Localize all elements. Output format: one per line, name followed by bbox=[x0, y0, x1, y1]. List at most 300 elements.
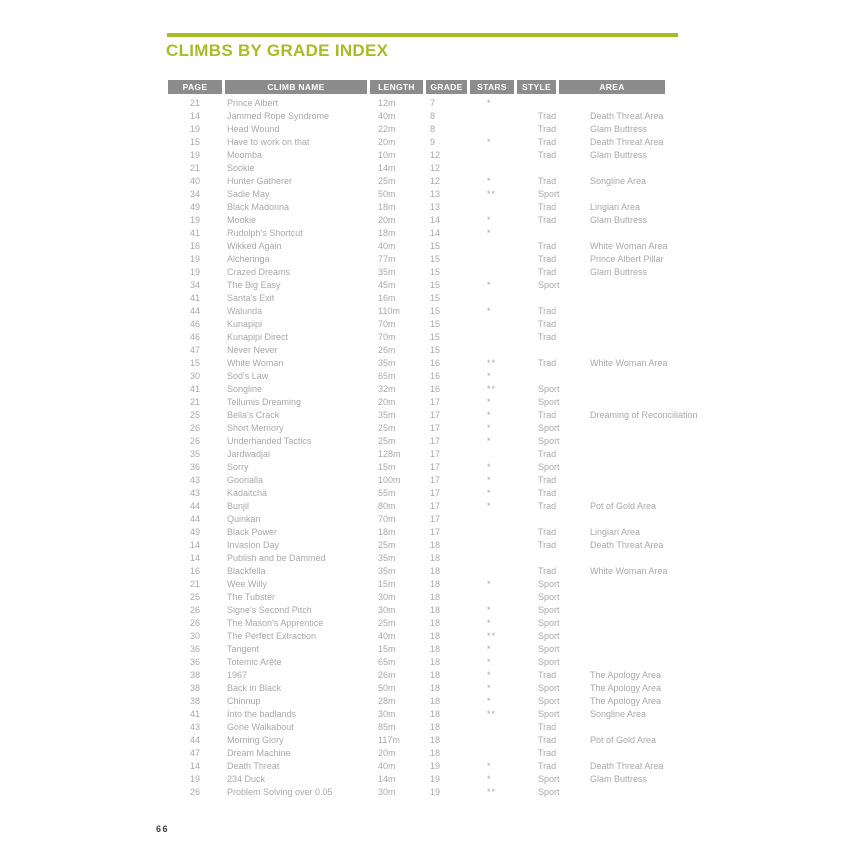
cell-style: Trad bbox=[538, 735, 557, 745]
cell-area: Songline Area bbox=[590, 176, 647, 186]
table-row bbox=[0, 461, 850, 474]
cell-climb-name: Sorry bbox=[227, 462, 249, 472]
cell-style bbox=[538, 97, 586, 110]
table-row bbox=[0, 643, 850, 656]
cell-area: White Woman Area bbox=[590, 241, 668, 251]
cell-climb-name: Songline bbox=[227, 384, 263, 394]
cell-climb-name: Never Never bbox=[227, 345, 278, 355]
cell-stars: * bbox=[487, 137, 492, 147]
cell-area: Pot of Gold Area bbox=[590, 501, 657, 511]
cell-climb-name: White Woman bbox=[227, 358, 284, 368]
cell-grade: 13 bbox=[430, 189, 441, 199]
cell-area bbox=[590, 162, 760, 175]
cell-page: 16 bbox=[189, 566, 200, 576]
cell-stars bbox=[487, 149, 527, 162]
cell-style: Trad bbox=[538, 501, 557, 511]
cell-stars bbox=[487, 539, 527, 552]
cell-stars bbox=[487, 318, 527, 331]
cell-page: 44 bbox=[189, 735, 200, 745]
table-row bbox=[0, 604, 850, 617]
cell-climb-name: Black Power bbox=[227, 527, 278, 537]
cell-grade: 18 bbox=[430, 631, 441, 641]
cell-area: Death Threat Area bbox=[590, 540, 664, 550]
cell-area bbox=[590, 617, 760, 630]
cell-page: 44 bbox=[189, 514, 200, 524]
cell-area: The Apology Area bbox=[590, 670, 662, 680]
cell-area bbox=[590, 747, 760, 760]
cell-grade: 17 bbox=[430, 436, 441, 446]
cell-area bbox=[590, 318, 760, 331]
table-row bbox=[0, 448, 850, 461]
cell-page: 19 bbox=[189, 215, 200, 225]
cell-length: 80m bbox=[378, 501, 396, 511]
cell-page: 15 bbox=[189, 137, 200, 147]
cell-area bbox=[590, 578, 760, 591]
cell-climb-name: 1967 bbox=[227, 670, 248, 680]
cell-style: Sport bbox=[538, 189, 560, 199]
cell-style: Sport bbox=[538, 579, 560, 589]
table-row bbox=[0, 201, 850, 214]
cell-style: Trad bbox=[538, 488, 557, 498]
cell-stars: * bbox=[487, 644, 492, 654]
cell-stars: * bbox=[487, 579, 492, 589]
cell-grade: 12 bbox=[430, 150, 441, 160]
cell-stars bbox=[487, 448, 527, 461]
table-row bbox=[0, 513, 850, 526]
cell-page: 43 bbox=[189, 488, 200, 498]
cell-grade: 17 bbox=[430, 449, 441, 459]
cell-page: 21 bbox=[189, 397, 200, 407]
cell-area: White Woman Area bbox=[590, 358, 668, 368]
column-header-length: LENGTH bbox=[370, 80, 423, 94]
table-row bbox=[0, 253, 850, 266]
cell-climb-name: Underhanded Tactics bbox=[227, 436, 312, 446]
cell-style: Trad bbox=[538, 449, 557, 459]
cell-area bbox=[590, 487, 760, 500]
cell-grade: 9 bbox=[430, 137, 436, 147]
cell-length: 28m bbox=[378, 696, 396, 706]
table-row bbox=[0, 487, 850, 500]
cell-grade: 18 bbox=[430, 605, 441, 615]
cell-area bbox=[590, 591, 760, 604]
cell-page: 16 bbox=[189, 241, 200, 251]
cell-stars bbox=[487, 591, 527, 604]
cell-style: Trad bbox=[538, 137, 557, 147]
cell-climb-name: Morning Glory bbox=[227, 735, 284, 745]
cell-style: Sport bbox=[538, 696, 560, 706]
cell-length: 45m bbox=[378, 280, 396, 290]
cell-style: Trad bbox=[538, 566, 557, 576]
cell-page: 34 bbox=[189, 280, 200, 290]
table-row bbox=[0, 565, 850, 578]
table-row bbox=[0, 656, 850, 669]
cell-stars: ** bbox=[487, 189, 497, 199]
table-body bbox=[0, 97, 850, 799]
cell-climb-name: Crazed Dreams bbox=[227, 267, 291, 277]
cell-length: 18m bbox=[378, 202, 396, 212]
cell-grade: 18 bbox=[430, 683, 441, 693]
cell-grade: 17 bbox=[430, 488, 441, 498]
cell-length: 20m bbox=[378, 137, 396, 147]
cell-grade: 18 bbox=[430, 748, 441, 758]
cell-climb-name: Dream Machine bbox=[227, 748, 291, 758]
cell-page: 21 bbox=[189, 98, 200, 108]
cell-area: Songline Area bbox=[590, 709, 647, 719]
cell-length: 40m bbox=[378, 111, 396, 121]
cell-length: 85m bbox=[378, 722, 396, 732]
cell-page: 49 bbox=[189, 527, 200, 537]
table-row bbox=[0, 344, 850, 357]
cell-stars: * bbox=[487, 228, 492, 238]
table-row bbox=[0, 227, 850, 240]
cell-grade: 17 bbox=[430, 527, 441, 537]
cell-page: 14 bbox=[189, 540, 200, 550]
cell-grade: 19 bbox=[430, 787, 441, 797]
accent-rule bbox=[167, 33, 678, 37]
cell-page: 41 bbox=[189, 709, 200, 719]
cell-grade: 15 bbox=[430, 267, 441, 277]
cell-grade: 12 bbox=[430, 176, 441, 186]
cell-grade: 18 bbox=[430, 722, 441, 732]
cell-length: 65m bbox=[378, 371, 396, 381]
cell-area bbox=[590, 396, 760, 409]
cell-style: Trad bbox=[538, 670, 557, 680]
cell-style: Trad bbox=[538, 332, 557, 342]
cell-climb-name: Alcheringa bbox=[227, 254, 270, 264]
cell-length: 20m bbox=[378, 215, 396, 225]
cell-grade: 17 bbox=[430, 397, 441, 407]
cell-stars bbox=[487, 253, 527, 266]
table-row bbox=[0, 214, 850, 227]
cell-area bbox=[590, 448, 760, 461]
cell-page: 30 bbox=[189, 631, 200, 641]
cell-area bbox=[590, 461, 760, 474]
cell-area bbox=[590, 422, 760, 435]
cell-grade: 17 bbox=[430, 462, 441, 472]
cell-page: 44 bbox=[189, 501, 200, 511]
cell-length: 40m bbox=[378, 241, 396, 251]
cell-area: Prince Albert Pillar bbox=[590, 254, 664, 264]
table-row bbox=[0, 292, 850, 305]
cell-area: Lingiari Area bbox=[590, 527, 641, 537]
cell-style: Sport bbox=[538, 631, 560, 641]
cell-style: Sport bbox=[538, 462, 560, 472]
cell-grade: 15 bbox=[430, 254, 441, 264]
cell-style: Sport bbox=[538, 787, 560, 797]
table-row bbox=[0, 552, 850, 565]
cell-stars: ** bbox=[487, 709, 497, 719]
cell-length: 35m bbox=[378, 566, 396, 576]
column-header-style: STYLE bbox=[517, 80, 556, 94]
cell-stars bbox=[487, 292, 527, 305]
cell-climb-name: Kadaitcha bbox=[227, 488, 268, 498]
cell-climb-name: Hunter Gatherer bbox=[227, 176, 293, 186]
cell-area bbox=[590, 292, 760, 305]
cell-page: 43 bbox=[189, 722, 200, 732]
cell-length: 14m bbox=[378, 774, 396, 784]
table-row bbox=[0, 240, 850, 253]
cell-length: 50m bbox=[378, 189, 396, 199]
cell-length: 100m bbox=[378, 475, 401, 485]
cell-length: 70m bbox=[378, 514, 396, 524]
cell-style: Trad bbox=[538, 410, 557, 420]
cell-stars: * bbox=[487, 397, 492, 407]
cell-climb-name: Tellumis Dreaming bbox=[227, 397, 302, 407]
cell-climb-name: Have to work on that bbox=[227, 137, 310, 147]
cell-area: Glam Buttress bbox=[590, 150, 648, 160]
cell-grade: 18 bbox=[430, 579, 441, 589]
cell-stars: * bbox=[487, 696, 492, 706]
cell-area bbox=[590, 188, 760, 201]
cell-stars bbox=[487, 110, 527, 123]
cell-grade: 19 bbox=[430, 761, 441, 771]
page-title: CLIMBS BY GRADE INDEX bbox=[166, 41, 389, 60]
table-header bbox=[168, 80, 665, 94]
cell-area bbox=[590, 786, 760, 799]
cell-style: Trad bbox=[538, 475, 557, 485]
cell-climb-name: 234 Duck bbox=[227, 774, 266, 784]
cell-length: 30m bbox=[378, 592, 396, 602]
cell-stars: * bbox=[487, 280, 492, 290]
cell-area bbox=[590, 630, 760, 643]
cell-page: 41 bbox=[189, 293, 200, 303]
cell-climb-name: Sadie May bbox=[227, 189, 270, 199]
cell-length: 35m bbox=[378, 358, 396, 368]
cell-page: 38 bbox=[189, 696, 200, 706]
column-header-area: AREA bbox=[559, 80, 665, 94]
cell-grade: 15 bbox=[430, 319, 441, 329]
cell-climb-name: Moomba bbox=[227, 150, 263, 160]
table-row bbox=[0, 357, 850, 370]
cell-climb-name: Blackfella bbox=[227, 566, 266, 576]
table-row bbox=[0, 630, 850, 643]
cell-stars: * bbox=[487, 462, 492, 472]
cell-area: Glam Buttress bbox=[590, 774, 648, 784]
cell-area bbox=[590, 370, 760, 383]
cell-length: 40m bbox=[378, 631, 396, 641]
cell-area bbox=[590, 604, 760, 617]
cell-climb-name: Signe's Second Pitch bbox=[227, 605, 312, 615]
table-row bbox=[0, 435, 850, 448]
cell-stars: ** bbox=[487, 631, 497, 641]
cell-style bbox=[538, 162, 586, 175]
cell-stars: * bbox=[487, 761, 492, 771]
cell-style bbox=[538, 552, 586, 565]
cell-grade: 18 bbox=[430, 709, 441, 719]
cell-style: Trad bbox=[538, 748, 557, 758]
cell-climb-name: The Tubster bbox=[227, 592, 276, 602]
cell-climb-name: The Big Easy bbox=[227, 280, 281, 290]
cell-page: 21 bbox=[189, 579, 200, 589]
cell-climb-name: Wikked Again bbox=[227, 241, 282, 251]
cell-stars: * bbox=[487, 215, 492, 225]
cell-climb-name: Mookie bbox=[227, 215, 257, 225]
cell-area: Glam Buttress bbox=[590, 267, 648, 277]
cell-grade: 8 bbox=[430, 111, 436, 121]
cell-area: Dreaming of Reconciliation bbox=[590, 410, 698, 420]
cell-climb-name: Head Wound bbox=[227, 124, 280, 134]
cell-length: 117m bbox=[378, 735, 400, 745]
cell-length: 20m bbox=[378, 748, 396, 758]
table-row bbox=[0, 669, 850, 682]
cell-stars: * bbox=[487, 683, 492, 693]
cell-area: Death Threat Area bbox=[590, 111, 664, 121]
cell-climb-name: Walunda bbox=[227, 306, 263, 316]
cell-climb-name: Prince Albert bbox=[227, 98, 279, 108]
cell-style: Trad bbox=[538, 111, 557, 121]
cell-area bbox=[590, 474, 760, 487]
column-header-stars: STARS bbox=[470, 80, 514, 94]
table-row bbox=[0, 175, 850, 188]
cell-climb-name: Tangent bbox=[227, 644, 260, 654]
cell-length: 30m bbox=[378, 787, 396, 797]
table-row bbox=[0, 682, 850, 695]
table-row bbox=[0, 721, 850, 734]
cell-area bbox=[590, 279, 760, 292]
cell-style: Trad bbox=[538, 527, 557, 537]
cell-area: The Apology Area bbox=[590, 683, 662, 693]
table-row bbox=[0, 526, 850, 539]
table-row bbox=[0, 188, 850, 201]
cell-style: Trad bbox=[538, 540, 557, 550]
cell-page: 36 bbox=[189, 462, 200, 472]
cell-grade: 18 bbox=[430, 644, 441, 654]
column-header-grade: GRADE bbox=[426, 80, 467, 94]
cell-length: 25m bbox=[378, 540, 396, 550]
cell-climb-name: Jammed Rope Syndrome bbox=[227, 111, 330, 121]
cell-page: 30 bbox=[189, 371, 200, 381]
cell-style: Trad bbox=[538, 241, 557, 251]
column-header-name: CLIMB NAME bbox=[225, 80, 367, 94]
cell-style: Trad bbox=[538, 254, 557, 264]
cell-grade: 18 bbox=[430, 540, 441, 550]
cell-stars: * bbox=[487, 98, 492, 108]
table-row bbox=[0, 136, 850, 149]
cell-page: 14 bbox=[189, 111, 200, 121]
cell-stars: * bbox=[487, 410, 492, 420]
cell-climb-name: Wee Willy bbox=[227, 579, 267, 589]
cell-grade: 18 bbox=[430, 696, 441, 706]
cell-climb-name: Kunapipi bbox=[227, 319, 263, 329]
cell-climb-name: Totemic Arête bbox=[227, 657, 282, 667]
cell-area: Death Threat Area bbox=[590, 137, 664, 147]
cell-stars bbox=[487, 552, 527, 565]
cell-page: 15 bbox=[189, 358, 200, 368]
cell-style: Sport bbox=[538, 644, 560, 654]
cell-grade: 16 bbox=[430, 371, 441, 381]
cell-style: Sport bbox=[538, 709, 560, 719]
cell-page: 46 bbox=[189, 319, 200, 329]
cell-area bbox=[590, 643, 760, 656]
table-row bbox=[0, 409, 850, 422]
cell-length: 50m bbox=[378, 683, 396, 693]
cell-climb-name: Sod's Law bbox=[227, 371, 269, 381]
cell-length: 35m bbox=[378, 553, 396, 563]
cell-length: 65m bbox=[378, 657, 396, 667]
cell-climb-name: Sookie bbox=[227, 163, 255, 173]
cell-stars: ** bbox=[487, 358, 497, 368]
table-row bbox=[0, 279, 850, 292]
cell-style bbox=[538, 370, 586, 383]
cell-length: 14m bbox=[378, 163, 396, 173]
cell-stars: * bbox=[487, 436, 492, 446]
cell-grade: 8 bbox=[430, 124, 436, 134]
cell-style: Trad bbox=[538, 267, 557, 277]
cell-page: 49 bbox=[189, 202, 200, 212]
cell-length: 15m bbox=[378, 462, 396, 472]
cell-page: 35 bbox=[189, 449, 200, 459]
table-row bbox=[0, 500, 850, 513]
cell-climb-name: Chinnup bbox=[227, 696, 261, 706]
cell-climb-name: Short Memory bbox=[227, 423, 284, 433]
cell-grade: 15 bbox=[430, 280, 441, 290]
cell-grade: 19 bbox=[430, 774, 441, 784]
table-row bbox=[0, 110, 850, 123]
cell-stars: * bbox=[487, 371, 492, 381]
cell-length: 20m bbox=[378, 397, 396, 407]
cell-style: Trad bbox=[538, 176, 557, 186]
table-row bbox=[0, 396, 850, 409]
cell-page: 41 bbox=[189, 228, 200, 238]
cell-length: 110m bbox=[378, 306, 400, 316]
table-row bbox=[0, 318, 850, 331]
table-row bbox=[0, 97, 850, 110]
table-row bbox=[0, 123, 850, 136]
cell-style: Sport bbox=[538, 683, 560, 693]
cell-grade: 18 bbox=[430, 670, 441, 680]
cell-stars: * bbox=[487, 670, 492, 680]
cell-style: Sport bbox=[538, 618, 560, 628]
cell-style: Trad bbox=[538, 319, 557, 329]
cell-grade: 7 bbox=[430, 98, 436, 108]
cell-stars: * bbox=[487, 605, 492, 615]
cell-page: 44 bbox=[189, 306, 200, 316]
cell-length: 70m bbox=[378, 319, 396, 329]
cell-stars bbox=[487, 526, 527, 539]
cell-page: 36 bbox=[189, 644, 200, 654]
cell-style: Sport bbox=[538, 774, 560, 784]
cell-area: Glam Buttress bbox=[590, 215, 648, 225]
cell-page: 41 bbox=[189, 384, 200, 394]
cell-page: 25 bbox=[189, 410, 200, 420]
cell-climb-name: Rudolph's Shortcut bbox=[227, 228, 303, 238]
cell-length: 22m bbox=[378, 124, 396, 134]
cell-stars: * bbox=[487, 176, 492, 186]
cell-stars: * bbox=[487, 618, 492, 628]
cell-style: Sport bbox=[538, 605, 560, 615]
cell-page: 26 bbox=[189, 605, 200, 615]
cell-stars: ** bbox=[487, 787, 497, 797]
cell-page: 47 bbox=[189, 345, 200, 355]
cell-climb-name: Goorialla bbox=[227, 475, 264, 485]
cell-grade: 15 bbox=[430, 241, 441, 251]
cell-page: 25 bbox=[189, 592, 200, 602]
cell-stars bbox=[487, 747, 527, 760]
cell-climb-name: Santa's Exit bbox=[227, 293, 275, 303]
table-row bbox=[0, 331, 850, 344]
cell-area bbox=[590, 721, 760, 734]
cell-page: 19 bbox=[189, 774, 200, 784]
cell-page: 43 bbox=[189, 475, 200, 485]
cell-style: Trad bbox=[538, 358, 557, 368]
cell-length: 15m bbox=[378, 579, 396, 589]
cell-page: 14 bbox=[189, 761, 200, 771]
cell-page: 14 bbox=[189, 553, 200, 563]
cell-area bbox=[590, 305, 760, 318]
cell-page: 19 bbox=[189, 254, 200, 264]
table-row bbox=[0, 383, 850, 396]
cell-style: Trad bbox=[538, 761, 557, 771]
